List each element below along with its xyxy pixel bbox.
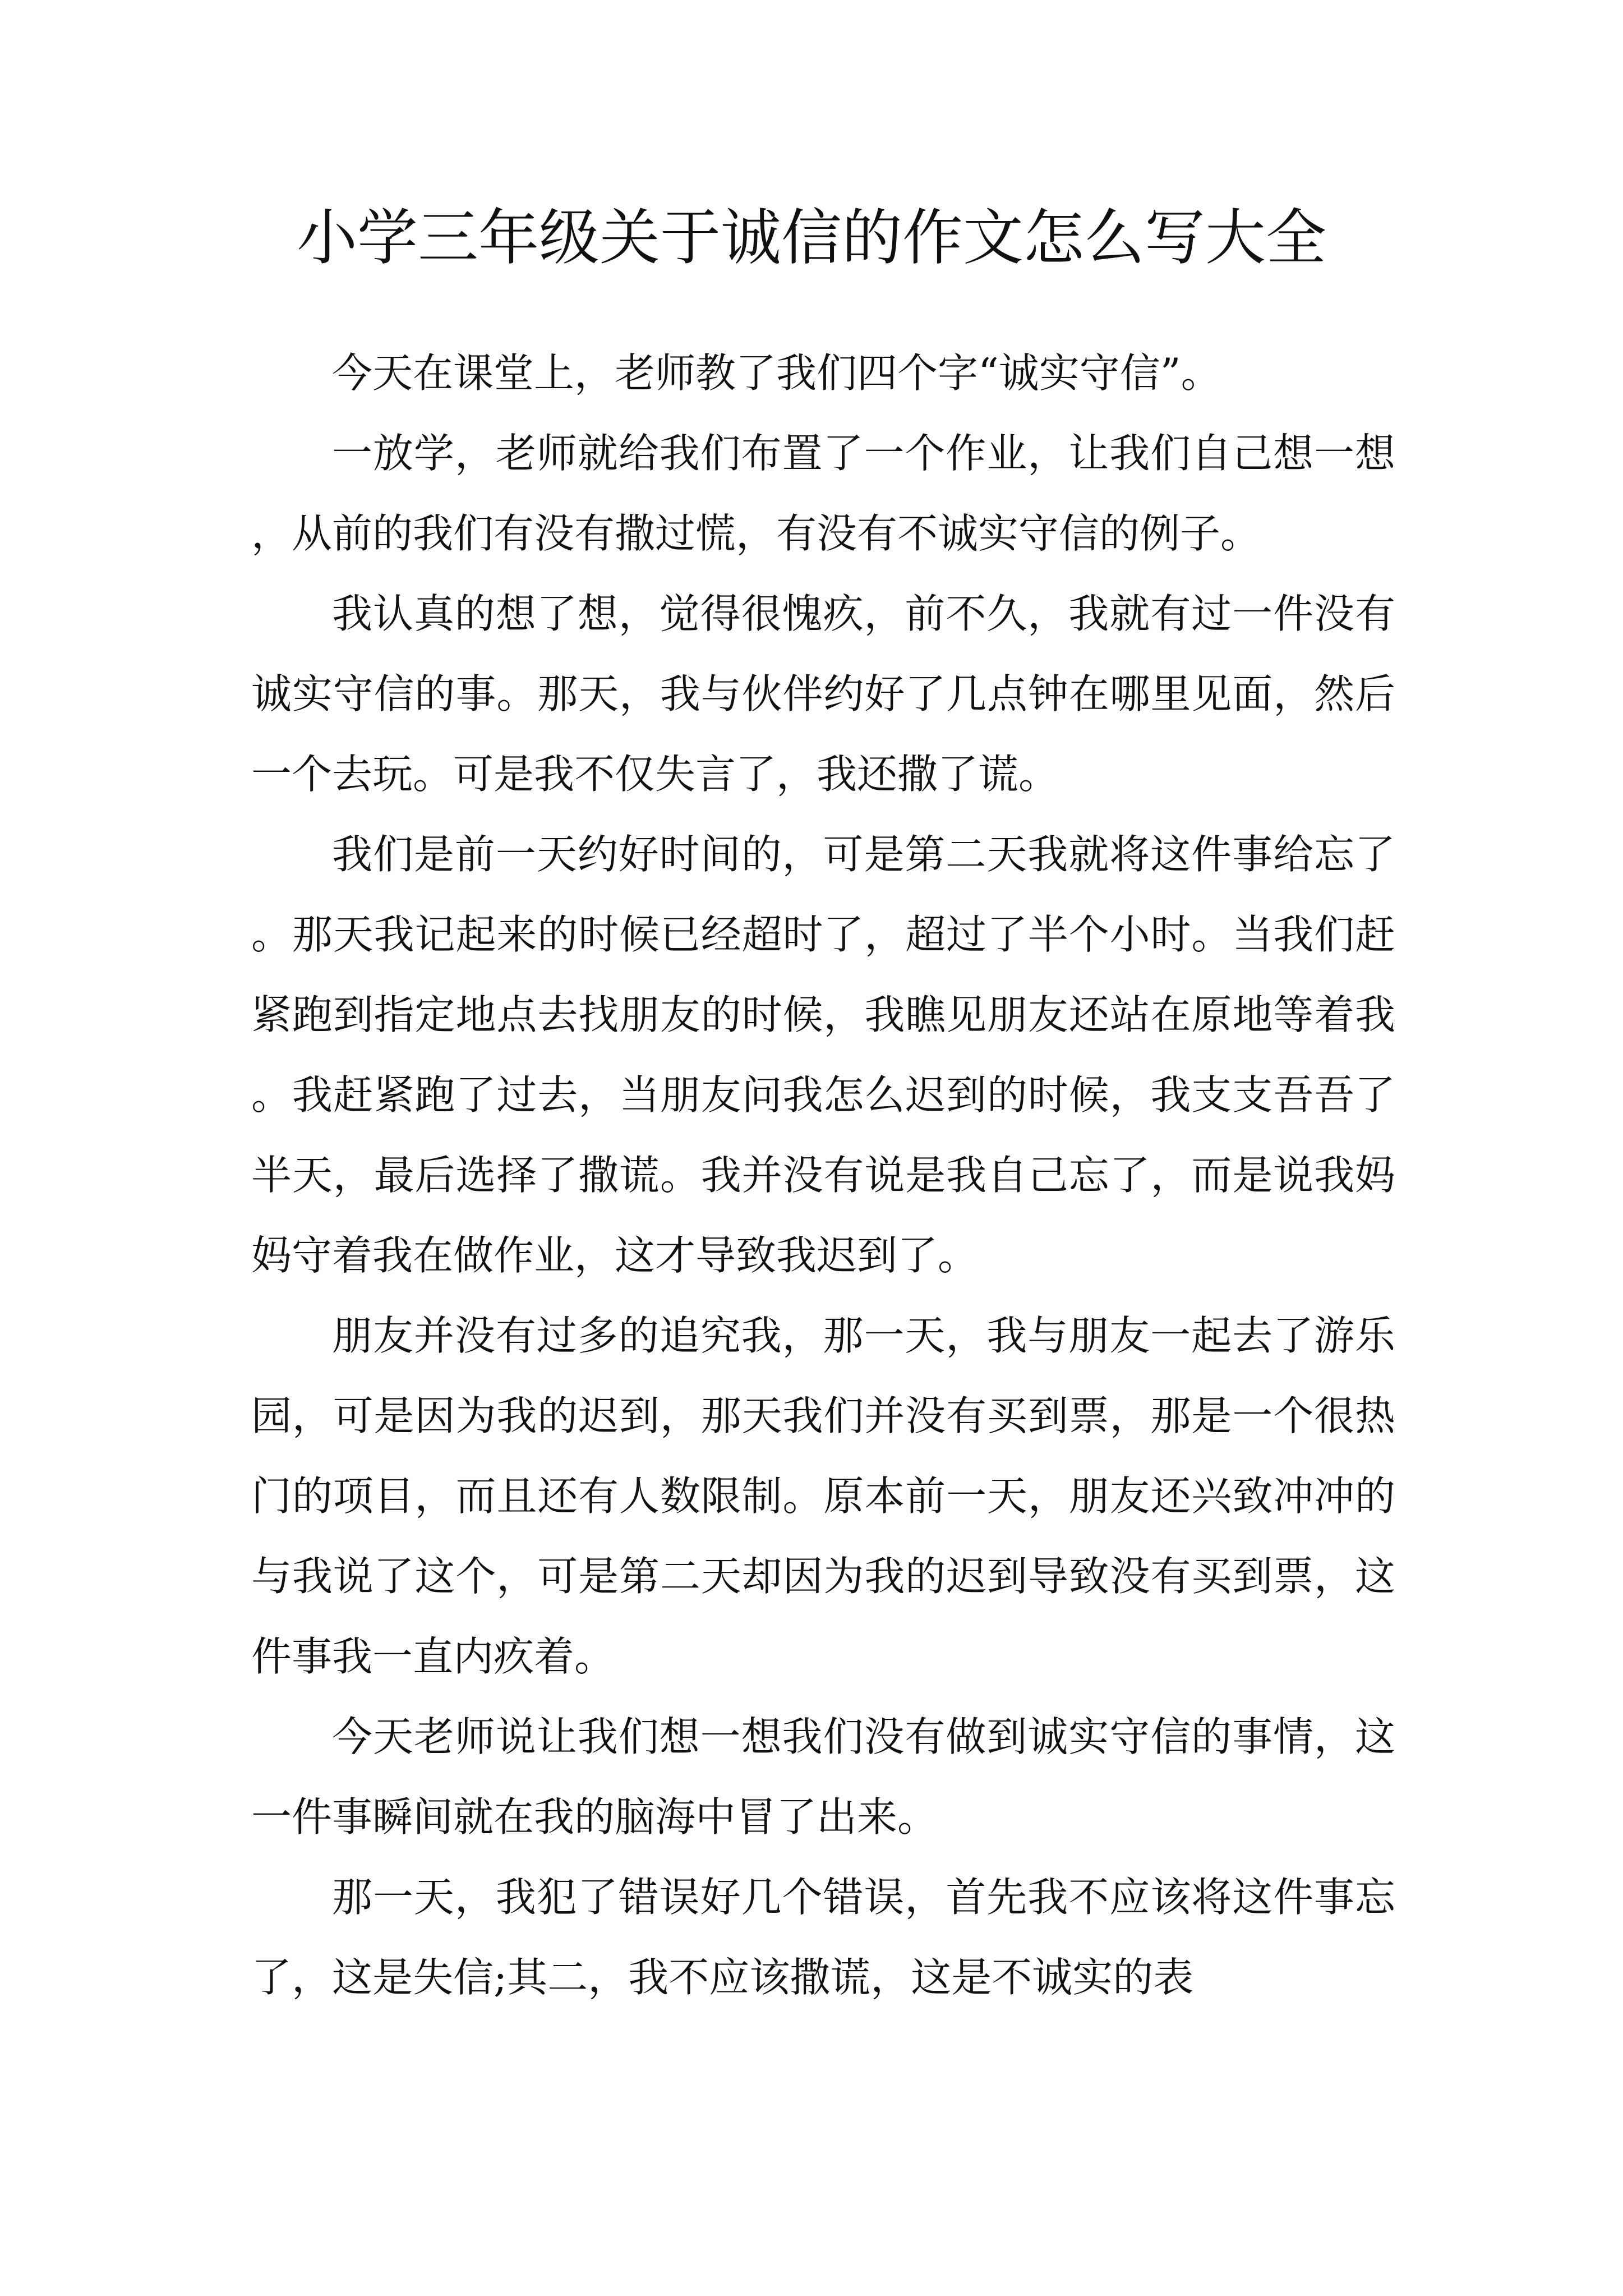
paragraph: 今天老师说让我们想一想我们没有做到诚实守信的事情，这一件事瞬间就在我的脑海中冒了出来。 — [251, 1713, 1395, 1841]
paragraph: 今天在课堂上，老师教了我们四个字“诚实守信”。 — [332, 349, 1221, 397]
paragraph: 我们是前一天约好时间的，可是第二天我就将这件事给忘了。那天我记起来的时候已经超时了，超过了半个小时。当我们赶紧跑到指定地点去找朋友的时候，我瞧见朋友还站在原地等着我。我赶紧跑了过去，当朋友问我怎么迟到的时候，我支支吾吾了半天，最后选择了撒谎。我并没有说是我自己忘了，而是说我妈妈守着我在做作业，这才导致我迟到了。 — [251, 831, 1395, 1279]
paragraph: 朋友并没有过多的追究我，那一天，我与朋友一起去了游乐园，可是因为我的迟到，那天我们并没有买到票，那是一个很热门的项目，而且还有人数限制。原本前一天，朋友还兴致冲冲的与我说了这个，可是第二天却因为我的迟到导致没有买到票，这件事我一直内疚着。 — [251, 1312, 1395, 1680]
paragraph: 我认真的想了想，觉得很愧疚，前不久，我就有过一件没有诚实守信的事。那天，我与伙伴约好了几点钟在哪里见面，然后一个去玩。可是我不仅失言了，我还撒了谎。 — [251, 590, 1395, 798]
paragraph: 那一天，我犯了错误好几个错误，首先我不应该将这件事忘了，这是失信;其二，我不应该撒谎，这是不诚实的表 — [251, 1874, 1395, 2001]
document-body — [251, 333, 1395, 2018]
paragraph: 一放学，老师就给我们布置了一个作业，让我们自己想一想，从前的我们有没有撒过慌，有没有不诚实守信的例子。 — [251, 430, 1395, 557]
document-title: 小学三年级关于诚信的作文怎么写大全 — [296, 203, 1326, 273]
